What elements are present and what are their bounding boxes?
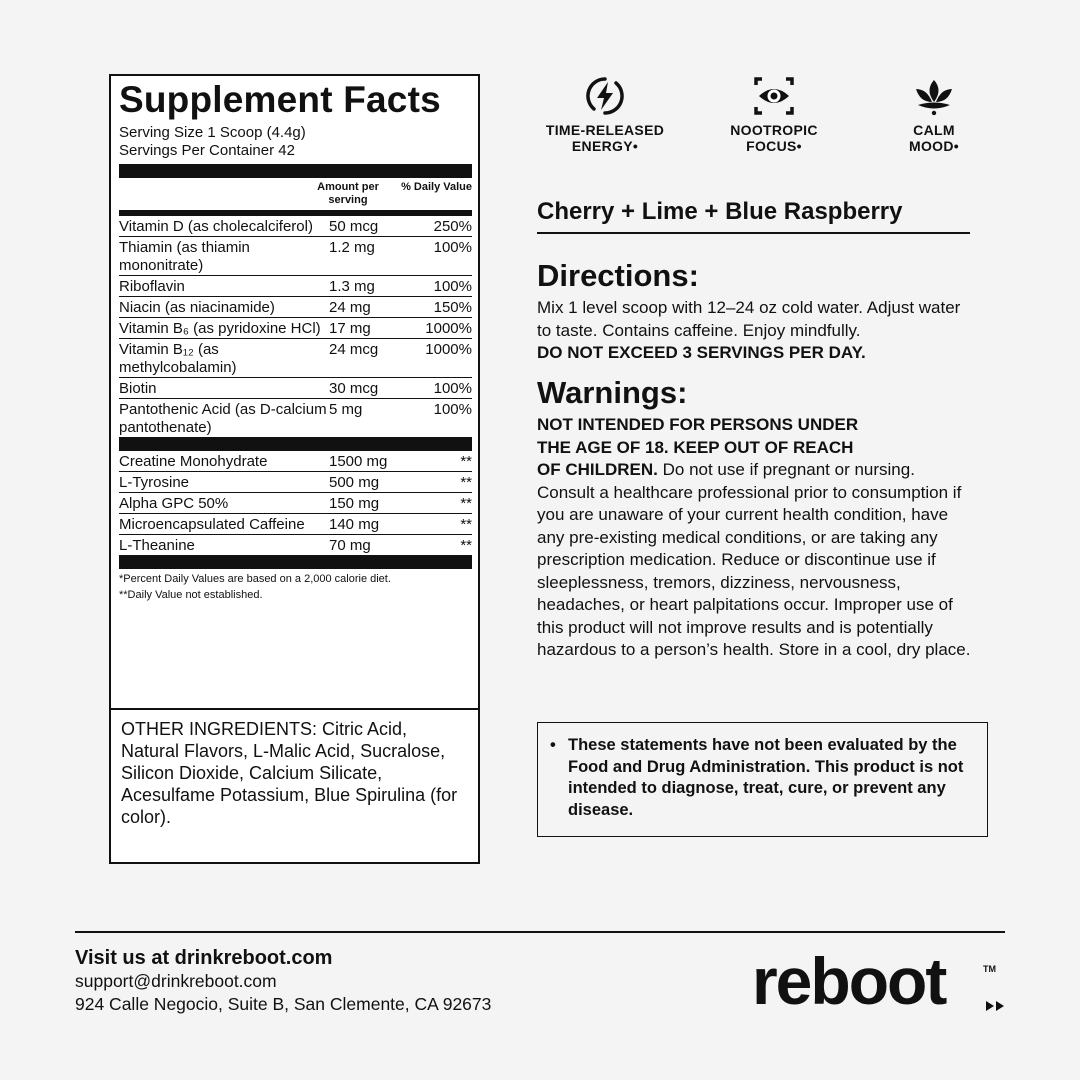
nutrient-row: [119, 216, 472, 237]
col-amount-label: Amount per serving: [317, 181, 379, 206]
nutrient-amount: 5 mg: [329, 401, 363, 418]
footnote-not-established: **Daily Value not established.: [119, 589, 263, 601]
facts-column-header: [119, 178, 472, 210]
nutrient-dv: **: [460, 474, 472, 491]
servings-per-container: Servings Per Container 42: [119, 142, 295, 159]
nutrient-amount: 1.2 mg: [329, 239, 375, 256]
serving-size: Serving Size 1 Scoop (4.4g): [119, 124, 306, 141]
facts-divider: [119, 555, 472, 569]
nutrient-name: Niacin (as niacinamide): [119, 299, 275, 316]
disclaimer-text: These statements have not been evaluated by the Food and Drug Administration. This product is not intended to diagnose, treat, cure, or prevent any disease.: [568, 736, 964, 819]
facts-divider: [119, 164, 472, 178]
fda-disclaimer: [537, 722, 988, 837]
support-email[interactable]: support@drinkreboot.com: [75, 971, 277, 991]
nutrient-row: [119, 276, 472, 297]
benefit-focus: [699, 76, 849, 154]
address: 924 Calle Negocio, Suite B, San Clemente, CA 92673: [75, 994, 492, 1014]
nutrient-name: L-Tyrosine: [119, 474, 190, 491]
flavor-title: Cherry + Lime + Blue Raspberry: [537, 198, 970, 234]
trademark: TM: [983, 964, 996, 974]
play-arrows-icon: [986, 1000, 1006, 1012]
nutrient-dv: 1000%: [425, 320, 472, 337]
blend-rows: [119, 451, 472, 555]
nutrient-dv: 100%: [433, 239, 472, 256]
nutrient-row: [119, 297, 472, 318]
nutrient-name: Microencapsulated Caffeine: [119, 516, 305, 533]
nutrient-dv: 100%: [433, 278, 472, 295]
footnote-daily-values: *Percent Daily Values are based on a 2,000 calorie diet.: [119, 573, 391, 585]
nutrient-row: [119, 514, 472, 535]
nutrient-dv: 150%: [433, 299, 472, 316]
directions-text: Mix 1 level scoop with 12–24 oz cold water. Adjust water to taste. Contains caffeine. Enjoy mindfully. DO NOT EXCEED 3 SERVINGS PER DAY.: [537, 298, 961, 362]
nutrient-name: Vitamin B₁₂ (as methylcobalamin): [119, 341, 237, 376]
nutrient-row: [119, 399, 472, 437]
nutrient-row: [119, 493, 472, 514]
facts-title: Supplement Facts: [119, 79, 441, 120]
bullet: •: [550, 736, 556, 754]
nutrient-name: Pantothenic Acid (as D-calcium pantothenate): [119, 401, 327, 436]
vitamin-rows: [119, 216, 472, 437]
nutrient-amount: 24 mcg: [329, 341, 379, 358]
nutrient-name: L-Theanine: [119, 537, 195, 554]
benefit-label: TIME-RELEASED ENERGY•: [545, 122, 665, 154]
nutrient-name: Riboflavin: [119, 278, 185, 295]
benefit-energy: [530, 76, 680, 154]
nutrient-amount: 140 mg: [329, 516, 380, 533]
nutrient-dv: 250%: [433, 218, 472, 235]
nutrient-name: Thiamin (as thiamin mononitrate): [119, 239, 250, 274]
serving-info: [119, 124, 472, 160]
nutrient-dv: 100%: [433, 401, 472, 418]
nutrient-amount: 500 mg: [329, 474, 380, 491]
facts-divider: [119, 437, 472, 451]
nutrient-dv: **: [460, 537, 472, 554]
nutrient-amount: 150 mg: [329, 495, 380, 512]
nutrient-amount: 1500 mg: [329, 453, 388, 470]
nutrient-name: Biotin: [119, 380, 157, 397]
nutrient-amount: 24 mg: [329, 299, 371, 316]
benefit-mood: [859, 76, 1009, 154]
benefits-row: [530, 76, 980, 166]
nutrient-row: [119, 378, 472, 399]
nutrient-amount: 17 mg: [329, 320, 371, 337]
nutrient-amount: 1.3 mg: [329, 278, 375, 295]
nutrient-dv: **: [460, 516, 472, 533]
nutrient-row: [119, 451, 472, 472]
lightning-icon: [585, 76, 625, 116]
reboot-logo: reboot: [752, 944, 946, 1018]
footnotes: [119, 571, 472, 603]
nutrient-amount: 70 mg: [329, 537, 371, 554]
nutrient-dv: **: [460, 453, 472, 470]
footer-divider: [75, 931, 1005, 933]
website-text[interactable]: Visit us at drinkreboot.com: [75, 947, 333, 969]
nutrient-dv: 100%: [433, 380, 472, 397]
nutrient-row: [119, 535, 472, 555]
nutrient-name: Alpha GPC 50%: [119, 495, 229, 512]
directions-heading: Directions:: [537, 258, 699, 293]
col-dv-label: % Daily Value: [401, 181, 472, 193]
nutrient-amount: 30 mcg: [329, 380, 379, 397]
lotus-icon: [912, 76, 956, 116]
other-ingredients: OTHER INGREDIENTS: Citric Acid, Natural Flavors, L-Malic Acid, Sucralose, Silicon Dioxide, Calcium Silicate, Acesulfame Potassium, Blue Spirulina (for color).: [111, 708, 478, 862]
nutrient-dv: **: [460, 495, 472, 512]
benefit-label: NOOTROPIC FOCUS•: [730, 122, 818, 154]
supplement-facts-panel: [109, 74, 480, 864]
nutrient-row: [119, 237, 472, 276]
nutrient-name: Creatine Monohydrate: [119, 453, 268, 470]
benefit-label: CALM MOOD•: [909, 122, 959, 154]
nutrient-amount: 50 mcg: [329, 218, 379, 235]
nutrient-dv: 1000%: [425, 341, 472, 358]
nutrient-row: [119, 339, 472, 378]
nutrient-row: [119, 318, 472, 339]
eye-icon: [754, 76, 794, 116]
warnings-heading: Warnings:: [537, 375, 688, 410]
warnings-text: NOT INTENDED FOR PERSONS UNDER THE AGE OF 18. KEEP OUT OF REACH OF CHILDREN. Do not use if pregnant or nursing. Consult a healthcare professional prior to consumption if you are unaware of your current health condition, have any pre-existing medical conditions, or are taking any prescription medication. Reduce or discontinue use if sleeplessness, tremors, dizziness, nervousness, headaches, or heart palpitations occur. Improper use of this product will not improve results and is potentially hazardous to a person’s health. Store in a cool, dry place.: [537, 415, 971, 659]
nutrient-name: Vitamin B₆ (as pyridoxine HCl): [119, 320, 321, 337]
nutrient-row: [119, 472, 472, 493]
directions-warning: DO NOT EXCEED 3 SERVINGS PER DAY.: [537, 343, 866, 362]
nutrient-name: Vitamin D (as cholecalciferol): [119, 218, 313, 235]
